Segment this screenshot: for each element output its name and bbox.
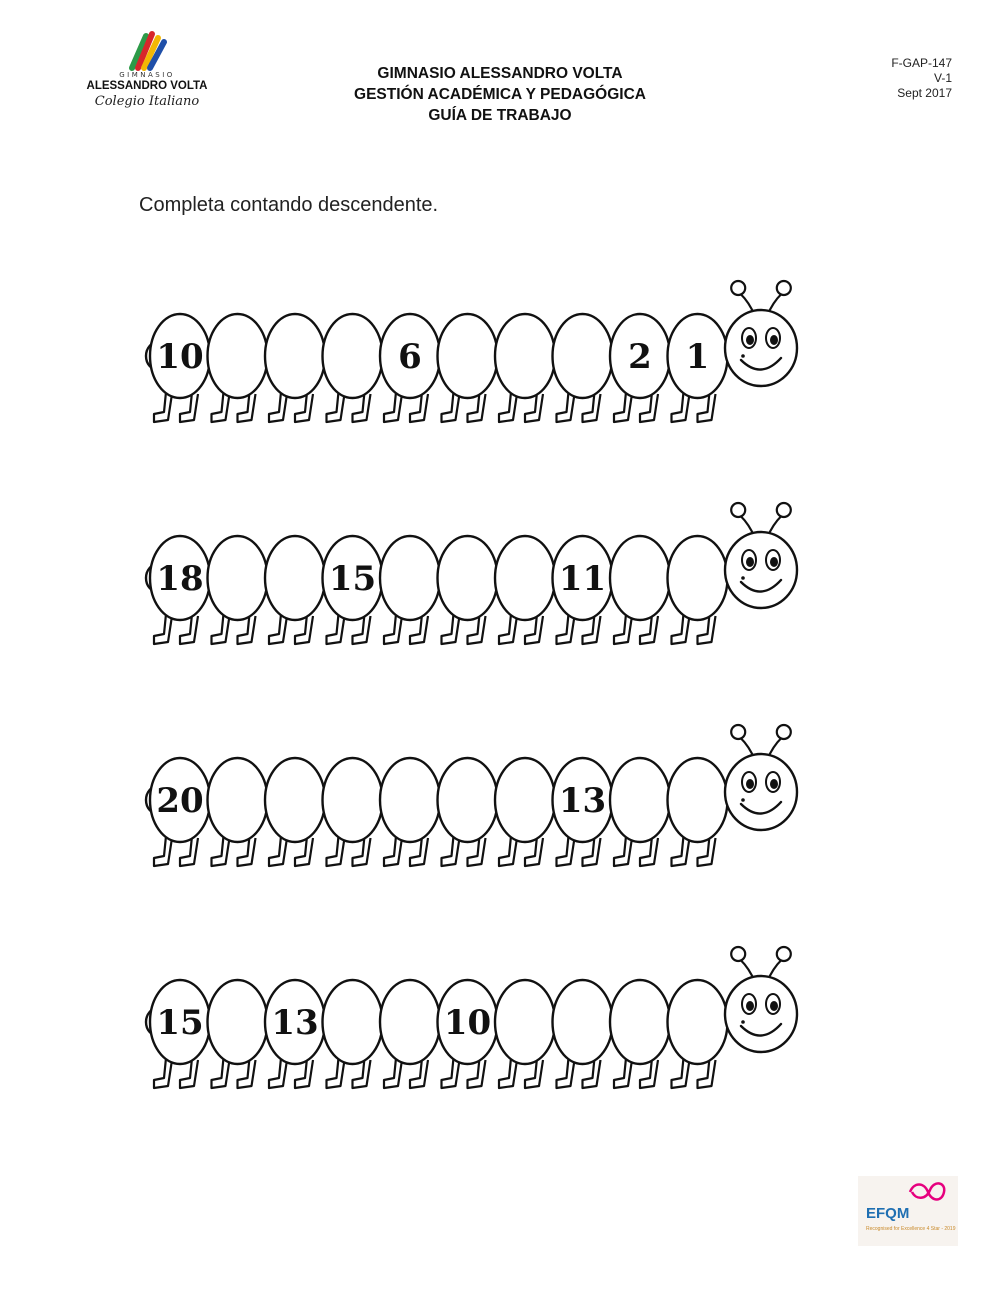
segment-number: 15 <box>328 559 377 599</box>
caterpillar-2 <box>140 492 820 692</box>
body-segment[interactable] <box>668 314 728 398</box>
body-segment[interactable] <box>323 758 383 842</box>
efqm-logo-icon <box>858 1176 958 1246</box>
body-segment[interactable] <box>265 536 325 620</box>
caterpillar-head <box>725 281 797 386</box>
efqm-label: EFQM <box>866 1205 910 1222</box>
caterpillar-drawing <box>140 492 820 692</box>
segment-number: 13 <box>271 1003 319 1043</box>
segment-number: 13 <box>558 781 607 821</box>
school-logo <box>72 28 222 128</box>
body-segment[interactable] <box>495 758 555 842</box>
caterpillar-drawing <box>140 714 820 914</box>
caterpillar-drawing <box>140 936 820 1136</box>
body-segment[interactable] <box>668 980 728 1064</box>
body-segment[interactable] <box>208 758 268 842</box>
body-segment[interactable] <box>438 536 498 620</box>
segment-number: 2 <box>628 337 652 377</box>
instruction-text: Completa contando descendente. <box>139 194 439 216</box>
body-segment[interactable] <box>438 980 498 1064</box>
segment-number: 1 <box>685 337 710 377</box>
segment-number: 11 <box>558 559 607 599</box>
body-segment[interactable] <box>150 758 210 842</box>
body-segment[interactable] <box>438 314 498 398</box>
logo-school-name: ALESSANDRO VOLTA <box>86 80 208 92</box>
header-line-3: GUÍA DE TRABAJO <box>428 107 572 124</box>
segment-number: 10 <box>156 337 204 377</box>
body-segment[interactable] <box>380 536 440 620</box>
body-segment[interactable] <box>610 758 670 842</box>
efqm-caption: Recognised for Excellence 4 Star - 2019 <box>866 1226 956 1232</box>
body-segment[interactable] <box>610 314 670 398</box>
caterpillar-head <box>725 947 797 1052</box>
caterpillar-1 <box>140 270 820 470</box>
header-line-1: GIMNASIO ALESSANDRO VOLTA <box>377 65 623 82</box>
body-segment[interactable] <box>610 536 670 620</box>
body-segment[interactable] <box>553 758 613 842</box>
body-segment[interactable] <box>323 536 383 620</box>
body-segment[interactable] <box>380 314 440 398</box>
body-segment[interactable] <box>495 980 555 1064</box>
body-segment[interactable] <box>495 314 555 398</box>
body-segment[interactable] <box>668 536 728 620</box>
segment-number: 20 <box>156 781 204 821</box>
body-segment[interactable] <box>150 980 210 1064</box>
document-header <box>300 63 700 126</box>
segment-number: 10 <box>443 1003 492 1043</box>
body-segment[interactable] <box>150 536 210 620</box>
body-segment[interactable] <box>208 536 268 620</box>
segment-number: 6 <box>398 337 422 377</box>
segment-number: 15 <box>156 1003 204 1043</box>
body-segment[interactable] <box>323 314 383 398</box>
doc-code: F-GAP-147 <box>891 56 952 70</box>
body-segment[interactable] <box>553 314 613 398</box>
body-segment[interactable] <box>265 980 325 1064</box>
body-segment[interactable] <box>323 980 383 1064</box>
segment-number: 18 <box>156 559 204 599</box>
body-segment[interactable] <box>265 758 325 842</box>
efqm-badge <box>858 1176 958 1246</box>
body-segment[interactable] <box>208 314 268 398</box>
body-segment[interactable] <box>265 314 325 398</box>
body-segment[interactable] <box>495 536 555 620</box>
body-segment[interactable] <box>553 536 613 620</box>
body-segment[interactable] <box>553 980 613 1064</box>
document-code-block <box>891 56 952 101</box>
caterpillar-3 <box>140 714 820 914</box>
body-segment[interactable] <box>150 314 210 398</box>
logo-school-small: GIMNASIO <box>119 71 175 79</box>
doc-date: Sept 2017 <box>897 86 952 100</box>
caterpillar-drawing <box>140 270 820 470</box>
body-segment[interactable] <box>610 980 670 1064</box>
caterpillar-4 <box>140 936 820 1136</box>
header-line-2: GESTIÓN ACADÉMICA Y PEDAGÓGICA <box>354 86 646 103</box>
logo-school-sub: Colegio Italiano <box>94 94 200 109</box>
body-segment[interactable] <box>380 758 440 842</box>
body-segment[interactable] <box>208 980 268 1064</box>
logo-emblem <box>72 28 222 74</box>
caterpillar-head <box>725 725 797 830</box>
body-segment[interactable] <box>668 758 728 842</box>
body-segment[interactable] <box>380 980 440 1064</box>
body-segment[interactable] <box>438 758 498 842</box>
doc-version: V-1 <box>933 71 952 85</box>
caterpillar-head <box>725 503 797 608</box>
